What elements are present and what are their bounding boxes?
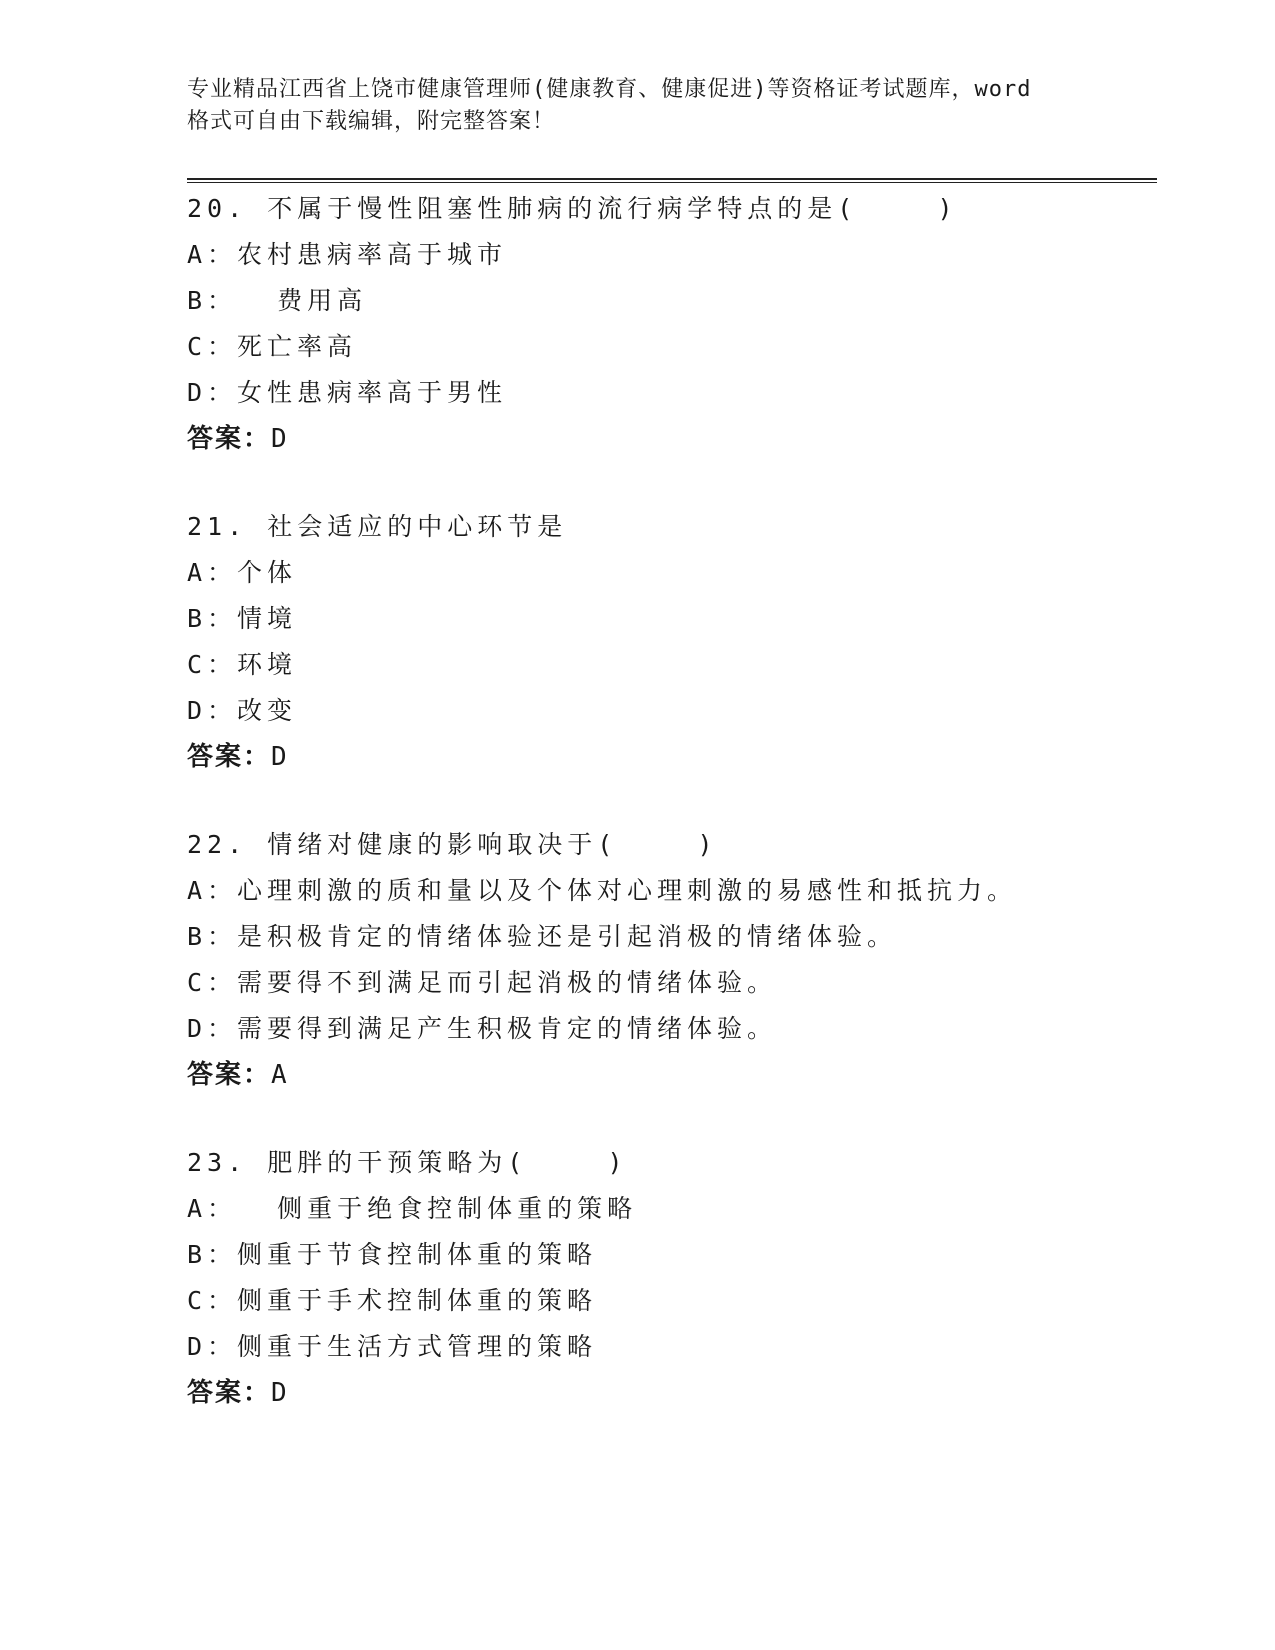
answer-label: 答案： [187, 1378, 272, 1408]
question-stem: 21. 社会适应的中心环节是 [187, 512, 568, 541]
answer-label: 答案： [187, 742, 272, 772]
answer-line [187, 1052, 1187, 1098]
question-23 [187, 1140, 1187, 1416]
option-c: C：环境 [187, 650, 298, 679]
document-header [187, 74, 1087, 138]
option-a: A：个体 [187, 558, 298, 587]
answer-line [187, 1370, 1187, 1416]
question-21 [187, 504, 1187, 780]
answer-label: 答案： [187, 1060, 272, 1090]
option-a: A： 侧重于绝食控制体重的策略 [187, 1194, 638, 1223]
option-b: B： 费用高 [187, 286, 368, 315]
option-a: A：农村患病率高于城市 [187, 240, 508, 269]
option-b: B：是积极肯定的情绪体验还是引起消极的情绪体验。 [187, 922, 898, 951]
header-line-1: 专业精品江西省上饶市健康管理师(健康教育、健康促进)等资格证考试题库，word [187, 77, 1032, 102]
option-d: D：女性患病率高于男性 [187, 378, 508, 407]
option-d: D：侧重于生活方式管理的策略 [187, 1332, 598, 1361]
option-c: C：需要得不到满足而引起消极的情绪体验。 [187, 968, 778, 997]
question-22 [187, 822, 1187, 1098]
answer-value: D [271, 1378, 288, 1408]
answer-label: 答案： [187, 424, 272, 454]
question-stem: 22. 情绪对健康的影响取决于( ) [187, 830, 718, 859]
header-line-2: 格式可自由下载编辑，附完整答案！ [187, 109, 556, 134]
option-a: A：心理刺激的质和量以及个体对心理刺激的易感性和抵抗力。 [187, 876, 1018, 905]
question-stem: 23. 肥胖的干预策略为( ) [187, 1148, 628, 1177]
option-d: D：需要得到满足产生积极肯定的情绪体验。 [187, 1014, 778, 1043]
option-d: D：改变 [187, 696, 298, 725]
answer-value: D [271, 742, 288, 772]
answer-value: D [271, 424, 288, 454]
option-b: B：情境 [187, 604, 298, 633]
option-c: C：死亡率高 [187, 332, 358, 361]
answer-line [187, 416, 1187, 462]
header-divider-thick [187, 178, 1157, 180]
option-b: B：侧重于节食控制体重的策略 [187, 1240, 598, 1269]
question-20 [187, 186, 1187, 462]
header-divider-thin [187, 182, 1157, 183]
question-stem: 20. 不属于慢性阻塞性肺病的流行病学特点的是( ) [187, 194, 958, 223]
option-c: C：侧重于手术控制体重的策略 [187, 1286, 598, 1315]
answer-value: A [271, 1060, 288, 1090]
answer-line [187, 734, 1187, 780]
